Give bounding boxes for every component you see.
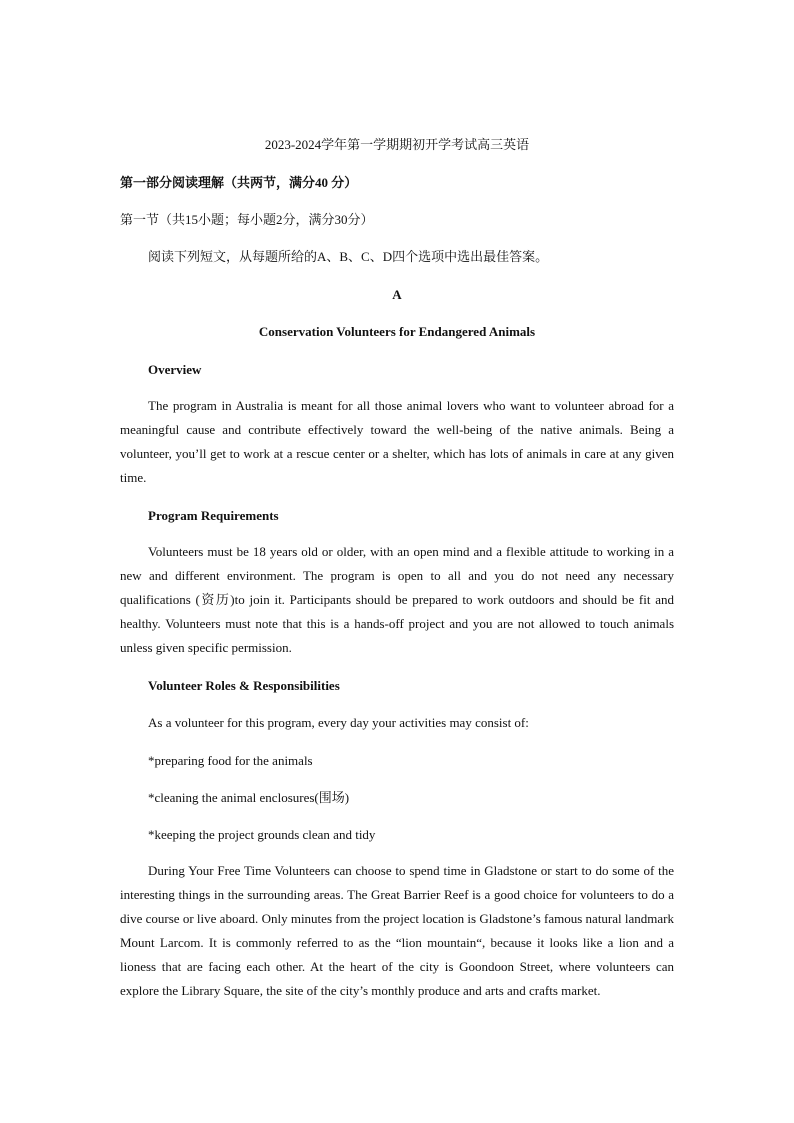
section-heading: 第一节（共15小题；每小题2分，满分30分） <box>120 212 374 227</box>
exam-title: 2023-2024学年第一学期期初开学考试高三英语 <box>264 137 530 152</box>
overview-text: The program in Australia is meant for all those animal lovers who want to volunteer abroad for a meaningful cause and contribute effectively toward the well-being of the native animals. Being a volunteer, you’ll get to work at a rescue center or a shelter, which has lots of animals in care at any given time. <box>120 398 674 485</box>
list-item: *preparing food for the animals <box>148 753 313 768</box>
requirements-text: Volunteers must be 18 years old or older, with an open mind and a flexible attitude to working in a new and different environment. The program is open to all and you do not need any necessary qualifications (资历)to join it. Participants should be prepared to work outdoors and should be fit and healthy. Volunteers must note that this is a hands-off project and you are not allowed to touch animals unless given specific permission. <box>120 544 674 655</box>
part-heading: 第一部分阅读理解（共两节，满分40 分） <box>120 175 358 190</box>
overview-paragraph <box>120 394 674 490</box>
passage-label: A <box>392 287 402 302</box>
overview-heading: Overview <box>148 362 202 377</box>
list-item: *cleaning the animal enclosures(围场) <box>148 790 350 805</box>
list-item: *keeping the project grounds clean and tidy <box>148 827 376 842</box>
roles-intro: As a volunteer for this program, every day your activities may consist of: <box>148 715 529 730</box>
requirements-paragraph <box>120 540 674 660</box>
requirements-heading: Program Requirements <box>148 508 279 523</box>
passage-title: Conservation Volunteers for Endangered Animals <box>258 324 536 339</box>
free-time-paragraph <box>120 859 674 1003</box>
instruction-text: 阅读下列短文，从每题所给的A、B、C、D四个选项中选出最佳答案。 <box>148 249 549 264</box>
roles-heading: Volunteer Roles & Responsibilities <box>148 678 340 693</box>
free-time-text: During Your Free Time Volunteers can choose to spend time in Gladstone or start to do some of the interesting things in the surrounding areas. The Great Barrier Reef is a good choice for volunteers to do a dive course or live aboard. Only minutes from the project location is Gladstone’s famous natural landmark Mount Larcom. It is commonly referred to as the “lion mountain“, because it looks like a lion and a lioness that are facing each other. At the heart of the city is Goondoon Street, where volunteers can explore the Library Square, the site of the city’s monthly produce and arts and crafts market. <box>120 863 674 998</box>
